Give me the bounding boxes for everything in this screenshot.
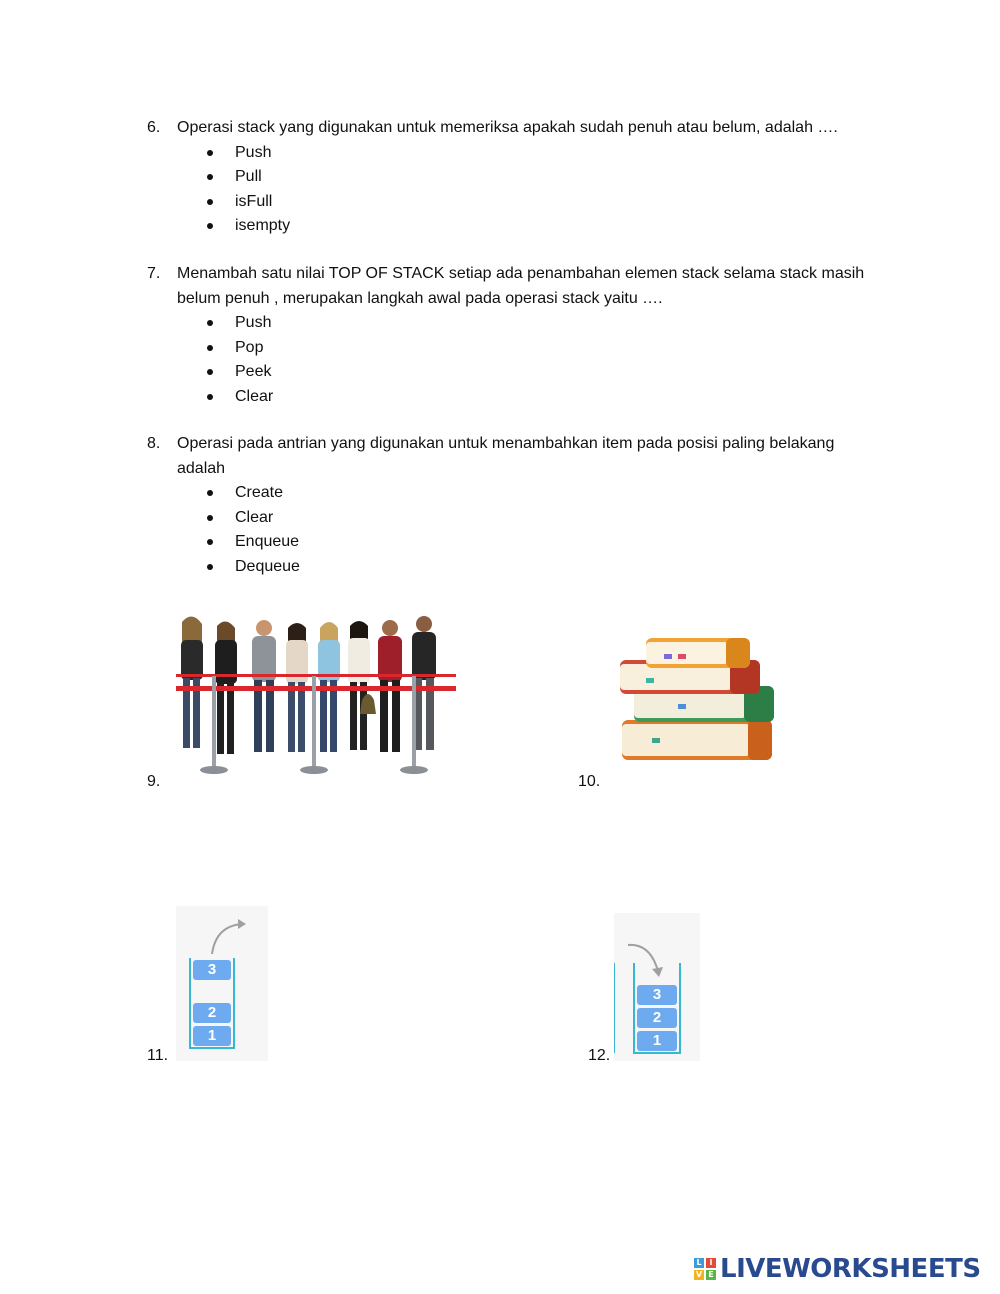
option-item[interactable]: Clear — [207, 506, 877, 531]
question-number: 8. — [147, 435, 161, 452]
question-text: Operasi stack yang digunakan untuk memeriksa apakah sudah penuh atau belum, adalah …. — [177, 119, 838, 136]
option-item[interactable]: Peek — [207, 360, 877, 385]
stack-push-diagram — [614, 913, 700, 1061]
stack-pop-diagram — [176, 906, 268, 1061]
option-item[interactable]: Pop — [207, 336, 877, 361]
stack-block: 2 — [193, 1003, 231, 1023]
question-text: Menambah satu nilai TOP OF STACK setiap ada penambahan elemen stack selama stack masih belum penuh , merupakan langkah awal pada operasi stack yaitu …. — [177, 265, 865, 307]
option-item[interactable]: isempty — [207, 214, 877, 239]
stack-block: 1 — [637, 1031, 677, 1051]
question-7 — [147, 262, 877, 409]
logo-letter: V — [695, 1270, 703, 1279]
stack-of-books-image — [616, 636, 778, 770]
question-text: Operasi pada antrian yang digunakan untuk menambahkan item pada posisi paling belakang adalah — [177, 435, 835, 477]
liveworksheets-logo[interactable] — [694, 1252, 994, 1286]
logo-letter: L — [694, 1258, 704, 1268]
question-6 — [147, 116, 877, 239]
option-item[interactable]: Enqueue — [207, 530, 877, 555]
arrow-up-icon — [238, 919, 246, 929]
logo-letter: E — [706, 1270, 716, 1280]
queue-of-people-image — [176, 612, 456, 778]
option-item[interactable]: Push — [207, 311, 877, 336]
stack-block: 1 — [193, 1026, 231, 1046]
stack-block: 2 — [637, 1008, 677, 1028]
option-item[interactable]: Dequeue — [207, 555, 877, 580]
item-12-number: 12. — [588, 1047, 611, 1064]
option-list — [147, 481, 877, 579]
option-item[interactable]: Push — [207, 141, 877, 166]
option-item[interactable]: isFull — [207, 190, 877, 215]
question-number: 6. — [147, 119, 161, 136]
question-number: 7. — [147, 265, 161, 282]
stack-block: 3 — [637, 985, 677, 1005]
option-list — [147, 141, 877, 239]
option-item[interactable]: Create — [207, 481, 877, 506]
item-11-number: 11. — [147, 1047, 169, 1064]
arrow-down-icon — [652, 967, 663, 977]
item-10-number: 10. — [578, 773, 601, 790]
logo-letter: I — [706, 1258, 716, 1268]
stack-block: 3 — [193, 960, 231, 980]
option-item[interactable]: Clear — [207, 385, 877, 410]
option-item[interactable]: Pull — [207, 165, 877, 190]
option-list — [147, 311, 877, 409]
logo-mark — [694, 1258, 716, 1280]
question-8 — [147, 432, 877, 579]
book-top — [646, 638, 750, 668]
item-9-number: 9. — [147, 773, 161, 790]
book-bottom — [622, 720, 772, 760]
logo-wordmark: LIVEWORKSHEETS — [720, 1254, 981, 1284]
